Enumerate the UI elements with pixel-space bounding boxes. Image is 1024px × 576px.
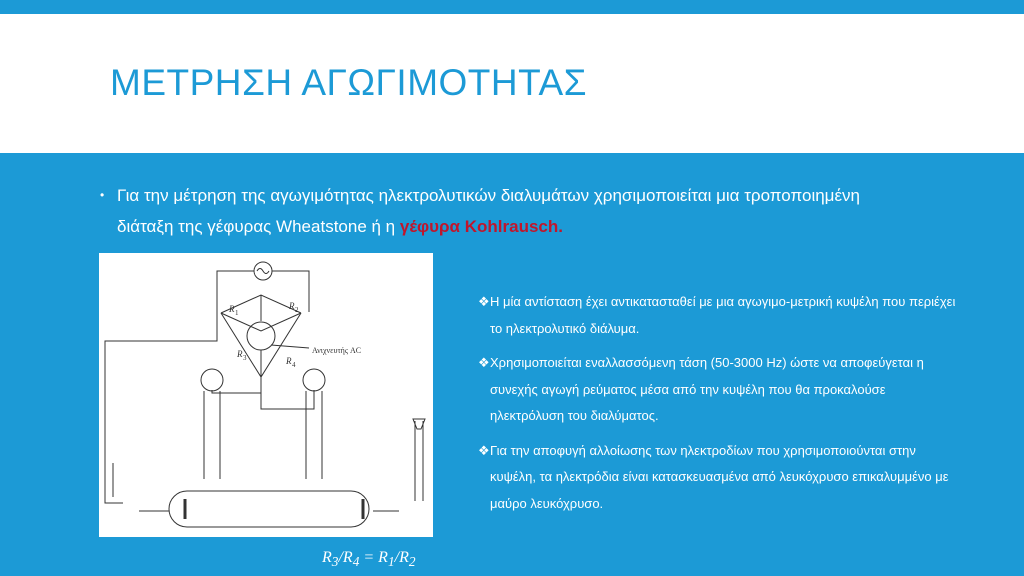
diamond-bullet-icon: ❖	[478, 355, 490, 370]
note-text: Η μία αντίσταση έχει αντικατασταθεί με μια αγωγιμο-μετρική κυψέλη που περιέχει το ηλεκτρολυτικό διάλυμα.	[490, 294, 956, 336]
note-text: Για την αποφυγή αλλοίωσης των ηλεκτροδίων που χρησιμοποιούνται στην κυψέλη, τα ηλεκτρόδια είναι κατασκευασμένα από λευκόχρυσο επικαλυμμένο με μαύρο λευκόχρυσο.	[490, 442, 949, 511]
label-r4: R	[286, 356, 292, 366]
left-electrode-bulb	[201, 369, 223, 391]
label-detector: Ανιχνευτής AC	[312, 346, 362, 355]
ac-detector-circle	[247, 322, 275, 350]
ac-wave-icon	[257, 269, 269, 274]
formula-r3: R	[322, 549, 332, 566]
label-r1-sub: 1	[235, 309, 239, 317]
label-r2-sub: 2	[295, 306, 299, 314]
formula-r2-sub: 2	[408, 554, 416, 570]
intro-text-wrap	[100, 180, 920, 242]
formula-r2: R	[399, 549, 409, 566]
formula-equals: =	[363, 549, 375, 566]
note-item	[478, 350, 958, 430]
bridge-diagram	[99, 253, 433, 537]
intro-highlight: γέφυρα Kohlrausch.	[399, 217, 563, 236]
notes-list	[478, 289, 958, 525]
electrolyte-cell	[169, 491, 369, 527]
detector-pointer	[271, 345, 309, 348]
right-electrode-bulb	[303, 369, 325, 391]
electrode-plates	[185, 499, 363, 519]
label-r2: R	[289, 301, 295, 311]
formula-r1: R	[378, 549, 388, 566]
note-item	[478, 438, 958, 518]
bridge-labels	[228, 301, 361, 369]
formula-slash-2: /	[394, 549, 400, 566]
diamond-bullet-icon: ❖	[478, 442, 490, 458]
label-r3: R	[237, 349, 243, 359]
formula-r1-sub: 1	[387, 554, 395, 570]
formula-r3-sub: 3	[331, 554, 339, 570]
note-text: Χρησιμοποιείται εναλλασσόμενη τάση (50-3000 Hz) ώστε να αποφεύγεται η συνεχής αγωγή ρεύματος μέσα από την κυψέλη που θα προκαλούσε ηλεκτρόλυση του διαλύματος.	[490, 355, 924, 423]
bullet-dot: •	[100, 188, 105, 202]
top-accent-strip	[0, 0, 1024, 14]
label-r3-sub: 3	[243, 354, 247, 362]
wire-to-left-electrode	[212, 377, 261, 393]
right-side-arm	[415, 421, 423, 501]
slide-title: ΜΕΤΡΗΣΗ ΑΓΩΓΙΜΟΤΗΤΑΣ	[110, 62, 588, 103]
diamond-bullet-icon: ❖	[478, 294, 490, 309]
label-r1: R	[229, 304, 235, 314]
kohlrausch-bridge-figure	[99, 253, 433, 537]
intro-text: Για την μέτρηση της αγωγιμότητας ηλεκτρολυτικών διαλυμάτων χρησιμοποιείται μια τροποποιημένη διάταξη της γέφυρας Wheatstone ή η	[117, 186, 861, 236]
note-item	[478, 289, 958, 342]
intro-bullet	[100, 180, 920, 242]
formula-r4: R	[342, 549, 353, 566]
label-r4-sub: 4	[292, 361, 296, 369]
formula-slash-1: /	[338, 549, 343, 566]
left-tube	[204, 391, 220, 479]
formula-r4-sub: 4	[352, 554, 360, 570]
balance-formula	[322, 549, 416, 570]
